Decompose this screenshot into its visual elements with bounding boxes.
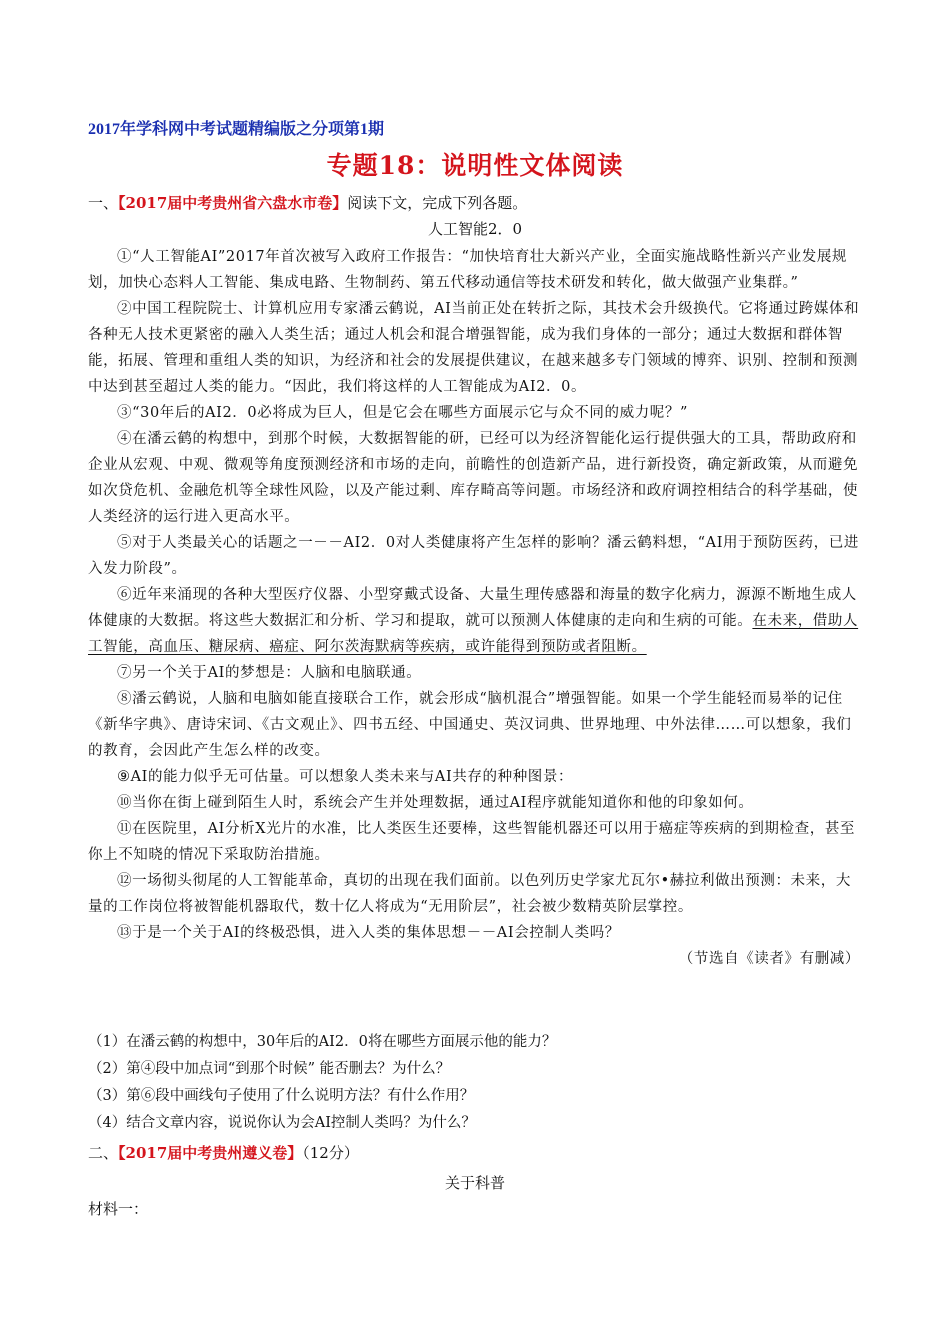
paragraph-1: ①“人工智能AI”2017年首次被写入政府工作报告：“加快培育壮大新兴产业，全面实施战略性新兴产业发展规划，加快心态料人工智能、集成电路、生物制药、第五代移动通信等技术研发和转化，做大做强产业集群。”	[88, 249, 848, 291]
page-title: 专题18：说明性文体阅读	[326, 151, 624, 180]
paragraph-13: ⑬于是一个关于AI的终极恐惧，进入人类的集体思想－－AI会控制人类吗？	[117, 925, 620, 941]
paragraph-6-text: ⑥近年来涌现的各种大型医疗仪器、小型穿戴式设备、大量生理传感器和海量的数字化病力，源源不断地生成人体健康的大数据。将这些大数据汇和分析、学习和提取，就可以预测人体健康的走向和生病的可能。	[88, 587, 857, 629]
paragraph-11: ⑪在医院里，AI分析X光片的水准，比人类医生还要棒，这些智能机器还可以用于癌症等疾病的到期检查，甚至你上不知晓的情况下采取防治措施。	[88, 821, 856, 863]
underlined-sentence: 在未来，借助人工智能，高血压、糖尿病、癌症、阿尔茨海默病等疾病，或许能得到预防或者阻断。	[88, 613, 859, 655]
question-list	[88, 1029, 860, 1137]
paragraph-4: ④在潘云鹤的构想中，到那个时候，大数据智能的研，已经可以为经济智能化运行提供强大的工具，帮助政府和企业从宏观、中观、微观等角度预测经济和市场的走向，前瞻性的创造新产品，进行新投资，确定新政策，从而避免如次贷危机、金融危机等全球性风险，以及产能过剩、库存畸高等问题。市场经济和政府调控相结合的科学基础，使人类经济的运行进入更高水平。	[88, 431, 859, 525]
paragraph-8: ⑧潘云鹤说，人脑和电脑如能直接联合工作，就会形成“脑机混合”增强智能。如果一个学生能轻而易举的记住《新华字典》、唐诗宋词、《古文观止》、四书五经、中国通史、英汉词典、世界地理、中外法律……可以想象，我们的教育，会因此产生怎么样的改变。	[88, 691, 852, 759]
section-1-number: 一、	[88, 194, 119, 212]
article-body	[88, 244, 860, 972]
paragraph-2: ②中国工程院院士、计算机应用专家潘云鹤说，AI当前正处在转折之际，其技术会升级换代。它将通过跨媒体和各种无人技术更紧密的融入人类生活；通过人机会和混合增强智能，成为我们身体的一部分；通过大数据和群体智能，拓展、管理和重组人类的知识，为经济和社会的发展提供建议，在越来越多专门领域的博弈、识别、控制和预测中达到甚至超过人类的能力。“因此，我们将这样的人工智能成为AI2．0。	[88, 301, 860, 395]
paragraph-5: ⑤对于人类最关心的话题之一－－AI2．0对人类健康将产生怎样的影响？潘云鹤料想，“AI用于预防医药，已进入发力阶段”。	[88, 535, 859, 577]
series-header: 2017年学科网中考试题精编版之分项第1期	[88, 121, 385, 138]
article-title: 人工智能2．0	[427, 220, 523, 238]
question-4: （4）结合文章内容，说说你认为会AI控制人类吗？为什么？	[88, 1115, 476, 1131]
section-1-heading	[88, 192, 527, 214]
section-2-number: 二、	[88, 1144, 119, 1162]
paragraph-3: ③“30年后的AI2．0必将成为巨人，但是它会在哪些方面展示它与众不同的威力呢？”	[117, 405, 689, 421]
material-1-label: 材料一：	[88, 1200, 149, 1218]
paragraph-9: ⑨AI的能力似乎无可估量。可以想象人类未来与AI共存的种种图景：	[117, 769, 574, 785]
paragraph-10: ⑩当你在街上碰到陌生人时，系统会产生并处理数据，通过AI程序就能知道你和他的印象如何。	[117, 795, 754, 811]
section-2-score: （12分）	[302, 1144, 359, 1162]
section-1-instruction: 阅读下文，完成下列各题。	[347, 194, 528, 212]
question-3: （3）第⑥段中画线句子使用了什么说明方法？有什么作用？	[88, 1088, 475, 1104]
source-credit: （节选自《读者》有删减）	[678, 951, 860, 967]
paragraph-7: ⑦另一个关于AI的梦想是：人脑和电脑联通。	[117, 665, 422, 681]
article-2-title: 关于科普	[444, 1174, 505, 1192]
section-1-source: 【2017届中考贵州省六盘水市卷】	[118, 194, 348, 212]
question-2: （2）第④段中加点词“到那个时候” 能否删去？为什么？	[88, 1061, 451, 1077]
section-2-heading	[88, 1142, 359, 1164]
paragraph-6	[88, 582, 860, 660]
question-1: （1）在潘云鹤的构想中，30年后的AI2．0将在哪些方面展示他的能力？	[88, 1034, 557, 1050]
paragraph-12: ⑫一场彻头彻尾的人工智能革命，真切的出现在我们面前。以色列历史学家尤瓦尔•赫拉利做出预测：未来，大量的工作岗位将被智能机器取代，数十亿人将成为“无用阶层”，社会被少数精英阶层掌控。	[88, 873, 851, 915]
section-2-source: 【2017届中考贵州遵义卷】	[118, 1144, 303, 1162]
